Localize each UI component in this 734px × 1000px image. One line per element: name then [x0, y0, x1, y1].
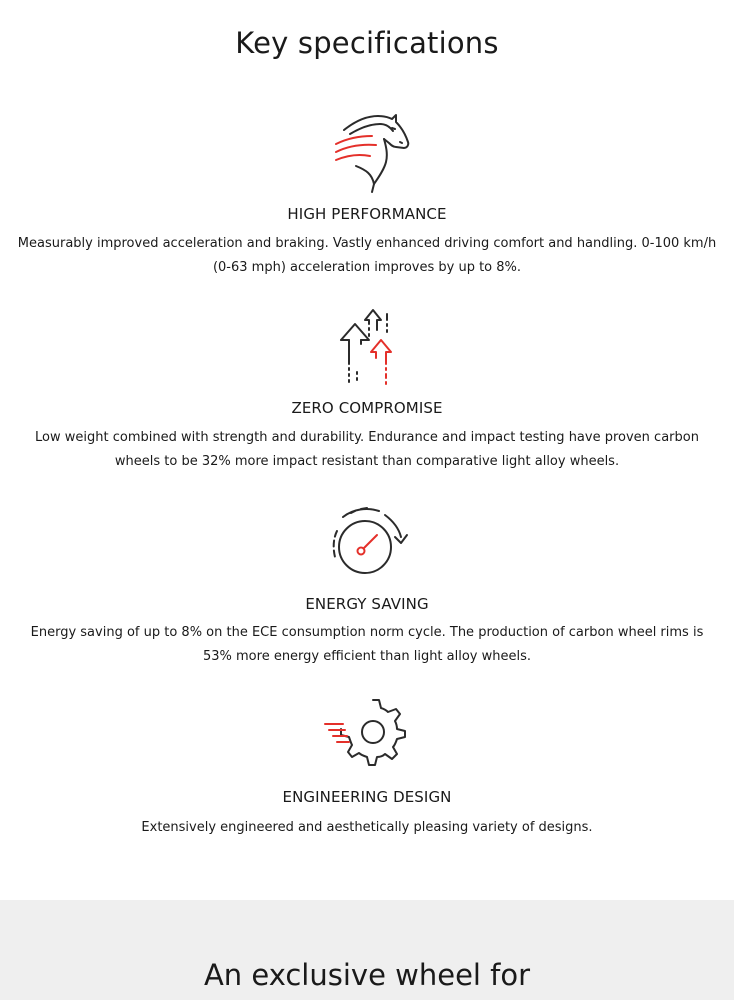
horse-icon — [322, 108, 412, 198]
feature-engineering-design — [0, 694, 734, 840]
feature-title: ENGINEERING DESIGN — [282, 788, 452, 806]
feature-zero-compromise — [0, 306, 734, 474]
arrows-up-icon — [337, 306, 397, 388]
feature-title: ZERO COMPROMISE — [291, 399, 443, 417]
feature-description: Energy saving of up to 8% on the ECE consumption norm cycle. The production of carbon wheel rims is 53% more energy efficient than light alloy wheels. — [30, 625, 704, 664]
feature-title: HIGH PERFORMANCE — [287, 205, 447, 223]
gauge-icon — [321, 503, 413, 583]
feature-description: Low weight combined with strength and durability. Endurance and impact testing have proven carbon wheels to be 32% more impact resistant than comparative light alloy wheels. — [35, 430, 699, 469]
section-title: Key specifications — [235, 26, 499, 60]
next-section-title: An exclusive wheel for — [203, 958, 531, 992]
feature-energy-saving — [0, 503, 734, 669]
feature-description: Extensively engineered and aesthetically pleasing variety of designs. — [141, 820, 593, 835]
feature-description: Measurably improved acceleration and braking. Vastly enhanced driving comfort and handling. 0-100 km/h (0-63 mph) acceleration improves by up to 8%. — [17, 236, 717, 275]
gear-icon — [321, 694, 413, 778]
feature-title: ENERGY SAVING — [305, 595, 429, 613]
feature-high-performance — [0, 108, 734, 280]
